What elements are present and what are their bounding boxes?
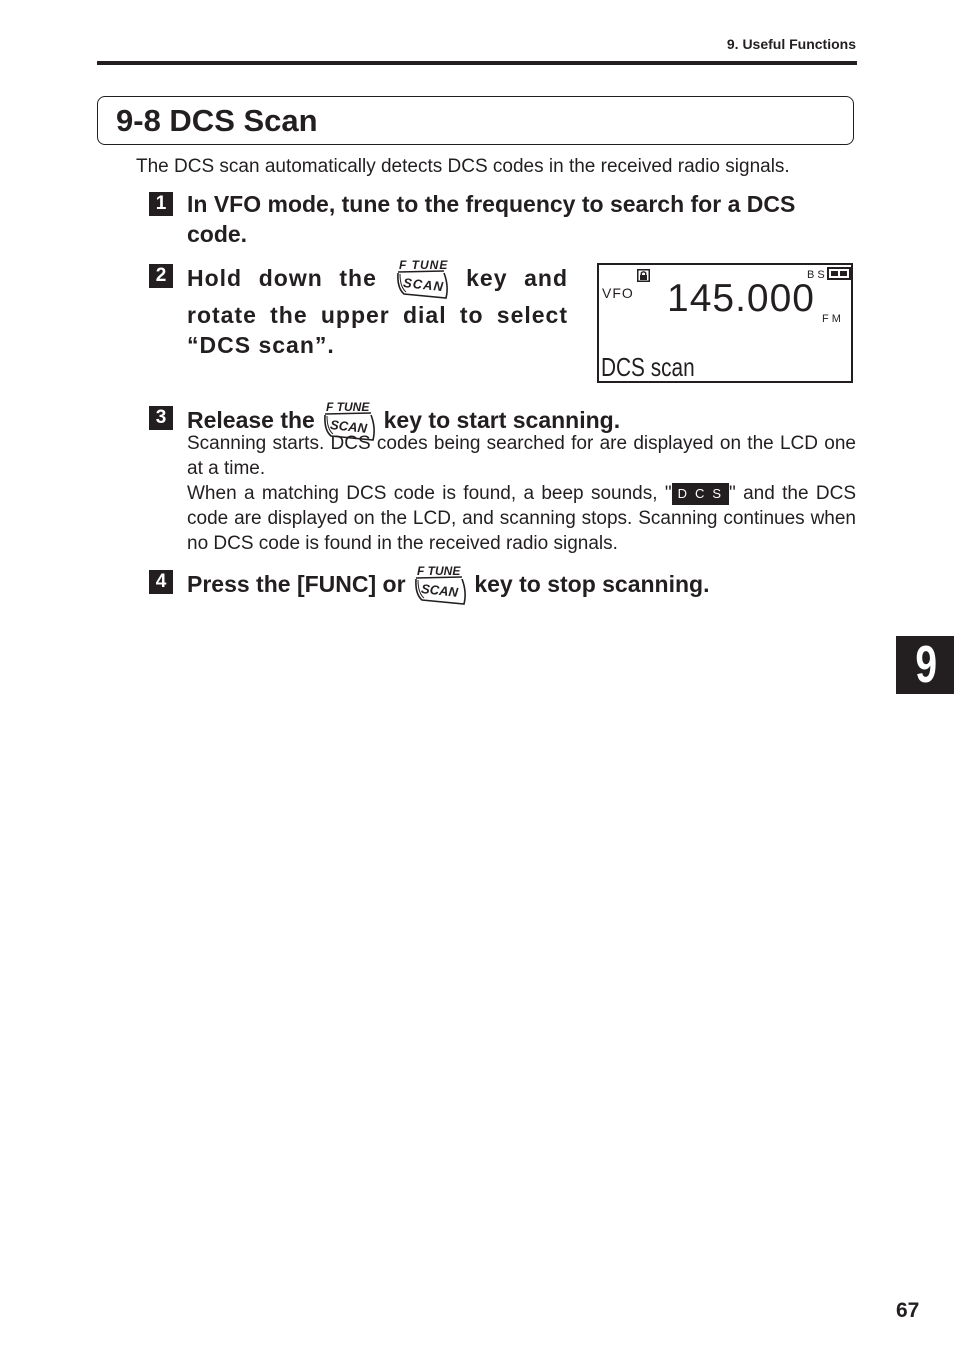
step-2-text-before: Hold down the: [187, 265, 377, 291]
chapter-tab: [896, 636, 954, 694]
header-rule: [97, 61, 857, 65]
step-3-body-p2-before: When a matching DCS code is found, a beep sounds, ": [187, 483, 672, 504]
step-4-text-after: key to stop scanning.: [474, 571, 710, 597]
step-number-2: 2: [149, 264, 173, 288]
step-2-text-after: key and rotate the upper dial to select “DCS scan”.: [187, 265, 569, 358]
step-2-text: [187, 258, 568, 360]
step-3-text-before: Release the: [187, 407, 315, 433]
chapter-tab-number: 9: [914, 636, 936, 694]
ftune-scan-key-icon: [412, 564, 468, 606]
step-3-text-after: key to start scanning.: [383, 407, 621, 433]
step-1-text: In VFO mode, tune to the frequency to search for a DCS code.: [187, 191, 796, 247]
step-number-1: 1: [149, 192, 173, 216]
lcd-vfo-indicator: VFO: [602, 285, 634, 301]
ftune-scan-key-icon: [394, 258, 450, 300]
step-3-body-paragraph-2: [187, 481, 856, 556]
running-header: 9. Useful Functions: [726, 36, 856, 52]
step-4-text-before: Press the [FUNC] or: [187, 571, 406, 597]
step-number-3: 3: [149, 406, 173, 430]
step-3-body-p2-after: " and the DCS code are displayed on the LCD, and scanning stops. Scanning continues when no DCS code is found in the received radio signals.: [187, 483, 856, 554]
lcd-bs-indicator: BS: [807, 269, 828, 281]
section-intro: The DCS scan automatically detects DCS codes in the received radio signals.: [136, 156, 790, 177]
dcs-indicator-badge: DCS: [672, 483, 729, 505]
battery-icon: [827, 267, 851, 281]
step-4-text: [187, 564, 709, 606]
section-title: 9-8 DCS Scan: [116, 103, 318, 138]
lcd-mode-text: DCS scan: [601, 352, 695, 382]
lcd-display: [597, 263, 853, 383]
page-number: 67: [896, 1299, 920, 1322]
step-3-body-paragraph-1: Scanning starts. DCS codes being searched for are displayed on the LCD one at a time.: [187, 433, 856, 479]
lcd-frequency: 145.000: [667, 277, 815, 320]
lcd-fm-indicator: FM: [822, 313, 844, 325]
step-number-4: 4: [149, 570, 173, 594]
lock-icon: [637, 269, 650, 282]
